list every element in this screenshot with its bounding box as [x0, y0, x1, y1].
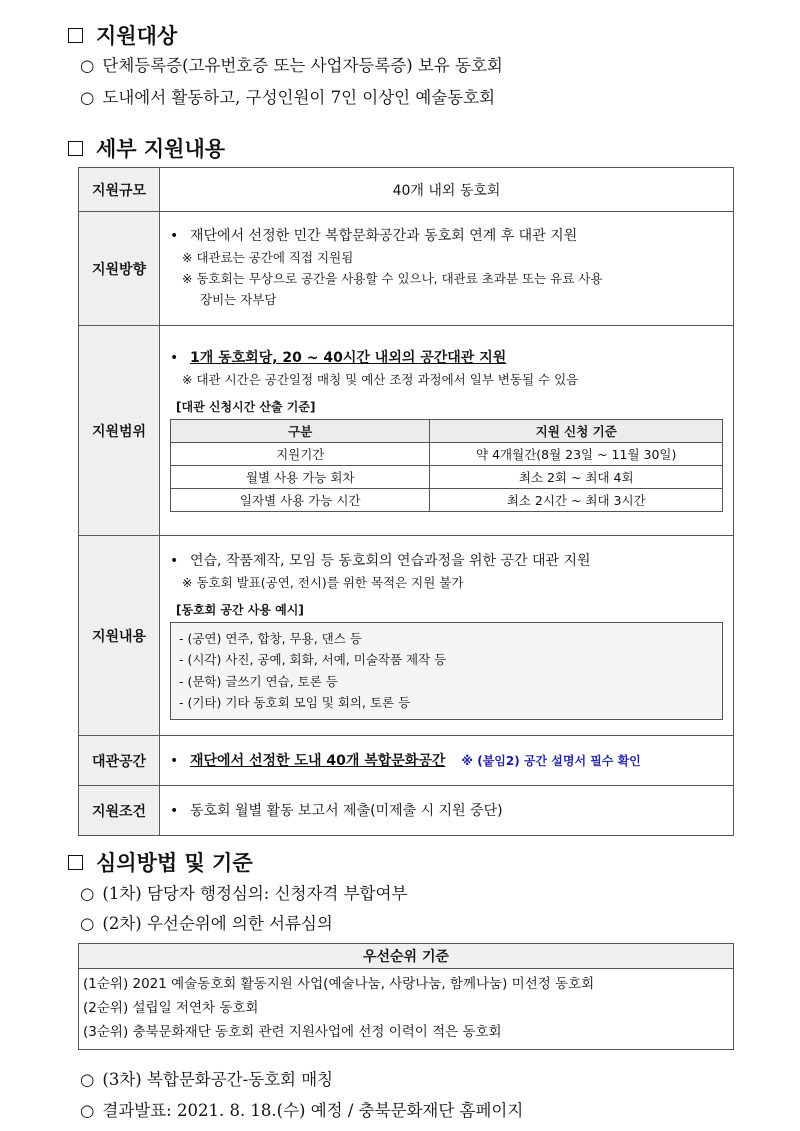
note-line: ※ 대관 시간은 공간일정 매칭 및 예산 조정 과정에서 일부 변동될 수 있음 [182, 372, 579, 387]
row-label: 지원범위 [79, 326, 160, 536]
checkbox-square-icon [68, 141, 83, 156]
usage-examples-box [170, 622, 723, 720]
bullet-dot-icon: • [170, 552, 179, 569]
bullet-dot-icon: • [170, 802, 179, 819]
checkbox-square-icon [68, 855, 83, 870]
rental-hours-table [170, 419, 723, 512]
table-row [79, 786, 734, 836]
row-label: 지원내용 [79, 536, 160, 736]
list-item: - (문학) 글쓰기 연습, 토론 등 [179, 673, 338, 689]
note-line: ※ 동호회는 무상으로 공간을 사용할 수 있으나, 대관료 초과분 또는 유료 사용 [182, 271, 603, 286]
bullet-line: • 1개 동호회당, 20 ~ 40시간 내외의 공간대관 지원 [170, 347, 723, 369]
section-title-details [68, 133, 225, 163]
circle-bullet-icon: ○ [80, 56, 95, 75]
table-cell: 월별 사용 가능 회차 [171, 466, 430, 489]
list-item: - (시각) 사진, 공예, 회화, 서예, 미술작품 제작 등 [179, 652, 447, 667]
section-title-text: 지원대상 [96, 24, 178, 48]
bullet-line: • 연습, 작품제작, 모임 등 동호회의 연습과정을 위한 공간 대관 지원 [170, 550, 723, 572]
table-row [79, 736, 734, 786]
list-item: - (공연) 연주, 합창, 무용, 댄스 등 [179, 630, 362, 646]
priority-item: (1순위) 2021 예술동호회 활동지원 사업(예술나눔, 사랑나눔, 함께나눔) 미선정 동호회 [83, 976, 595, 992]
bullet-dot-icon: • [170, 752, 179, 769]
attachment-note: ※ (붙임2) 공간 설명서 필수 확인 [461, 753, 641, 768]
sub-label: [대관 신청시간 산출 기준] [176, 400, 316, 414]
table-row [171, 443, 723, 466]
table-cell: 약 4개월간(8월 23일 ~ 11월 30일) [430, 443, 723, 466]
circle-bullet-icon: ○ [80, 884, 95, 903]
priority-item: (2순위) 설립일 저연차 동호회 [83, 1000, 259, 1016]
table-row [171, 466, 723, 489]
row-label: 지원규모 [79, 168, 160, 212]
review-step-item: ○ (3차) 복합문화공간-동호회 매칭 [80, 1070, 334, 1089]
section-title-review [68, 847, 253, 877]
table-cell: 일자별 사용 가능 시간 [171, 489, 430, 512]
priority-item: (3순위) 충북문화재단 동호회 관련 지원사업에 선정 이력이 적은 동호회 [83, 1024, 502, 1040]
table-header-row [171, 420, 723, 443]
bullet-dot-icon: • [170, 350, 179, 366]
scale-text: 40개 내외 동호회 [392, 182, 501, 199]
bullet-line: • 동호회 월별 활동 보고서 제출(미제출 시 지원 중단) [170, 800, 723, 822]
circle-bullet-icon: ○ [80, 1070, 95, 1089]
column-header: 구분 [171, 420, 430, 443]
table-cell: 최소 2회 ~ 최대 4회 [430, 466, 723, 489]
eligibility-item: ○ 단체등록증(고유번호증 또는 사업자등록증) 보유 동호회 [80, 56, 503, 75]
table-row [171, 489, 723, 512]
table-header-row [79, 944, 734, 969]
table-cell: 지원기간 [171, 443, 430, 466]
row-label: 지원방향 [79, 212, 160, 326]
support-details-table [78, 167, 734, 836]
section-title-text: 세부 지원내용 [96, 137, 226, 161]
list-item: - (기타) 기타 동호회 모임 및 회의, 토론 등 [179, 695, 411, 710]
row-label: 지원조건 [79, 786, 160, 836]
bullet-line: • 재단에서 선정한 도내 40개 복합문화공간 ※ (붙임2) 공간 설명서 필수 확인 [170, 750, 723, 772]
bullet-dot-icon: • [170, 228, 179, 244]
priority-table-title: 우선순위 기준 [79, 944, 734, 969]
table-row [79, 969, 734, 1050]
table-row [79, 536, 734, 736]
column-header: 지원 신청 기준 [430, 420, 723, 443]
row-label: 대관공간 [79, 736, 160, 786]
table-cell: 최소 2시간 ~ 최대 3시간 [430, 489, 723, 512]
note-line: 장비는 자부담 [200, 292, 277, 307]
priority-criteria-table [78, 943, 734, 1050]
table-row [79, 168, 734, 212]
review-step-item: ○ (1차) 담당자 행정심의: 신청자격 부합여부 [80, 884, 408, 903]
bullet-line: • 재단에서 선정한 민간 복합문화공간과 동호회 연계 후 대관 지원 [170, 225, 723, 247]
result-announcement-item: ○ 결과발표: 2021. 8. 18.(수) 예정 / 충북문화재단 홈페이지 [80, 1101, 524, 1120]
table-row [79, 212, 734, 326]
note-line: ※ 동호회 발표(공연, 전시)를 위한 목적은 지원 불가 [182, 574, 464, 590]
section-title-text: 심의방법 및 기준 [96, 851, 253, 875]
table-row [79, 326, 734, 536]
circle-bullet-icon: ○ [80, 914, 95, 933]
sub-label: [동호회 공간 사용 예시] [176, 602, 304, 617]
checkbox-square-icon [68, 28, 83, 43]
circle-bullet-icon: ○ [80, 88, 95, 107]
eligibility-item: ○ 도내에서 활동하고, 구성인원이 7인 이상인 예술동호회 [80, 88, 496, 107]
note-line: ※ 대관료는 공간에 직접 지원됨 [182, 250, 354, 265]
section-title-eligibility [68, 20, 177, 50]
circle-bullet-icon: ○ [80, 1101, 95, 1120]
review-step-item: ○ (2차) 우선순위에 의한 서류심의 [80, 914, 333, 933]
